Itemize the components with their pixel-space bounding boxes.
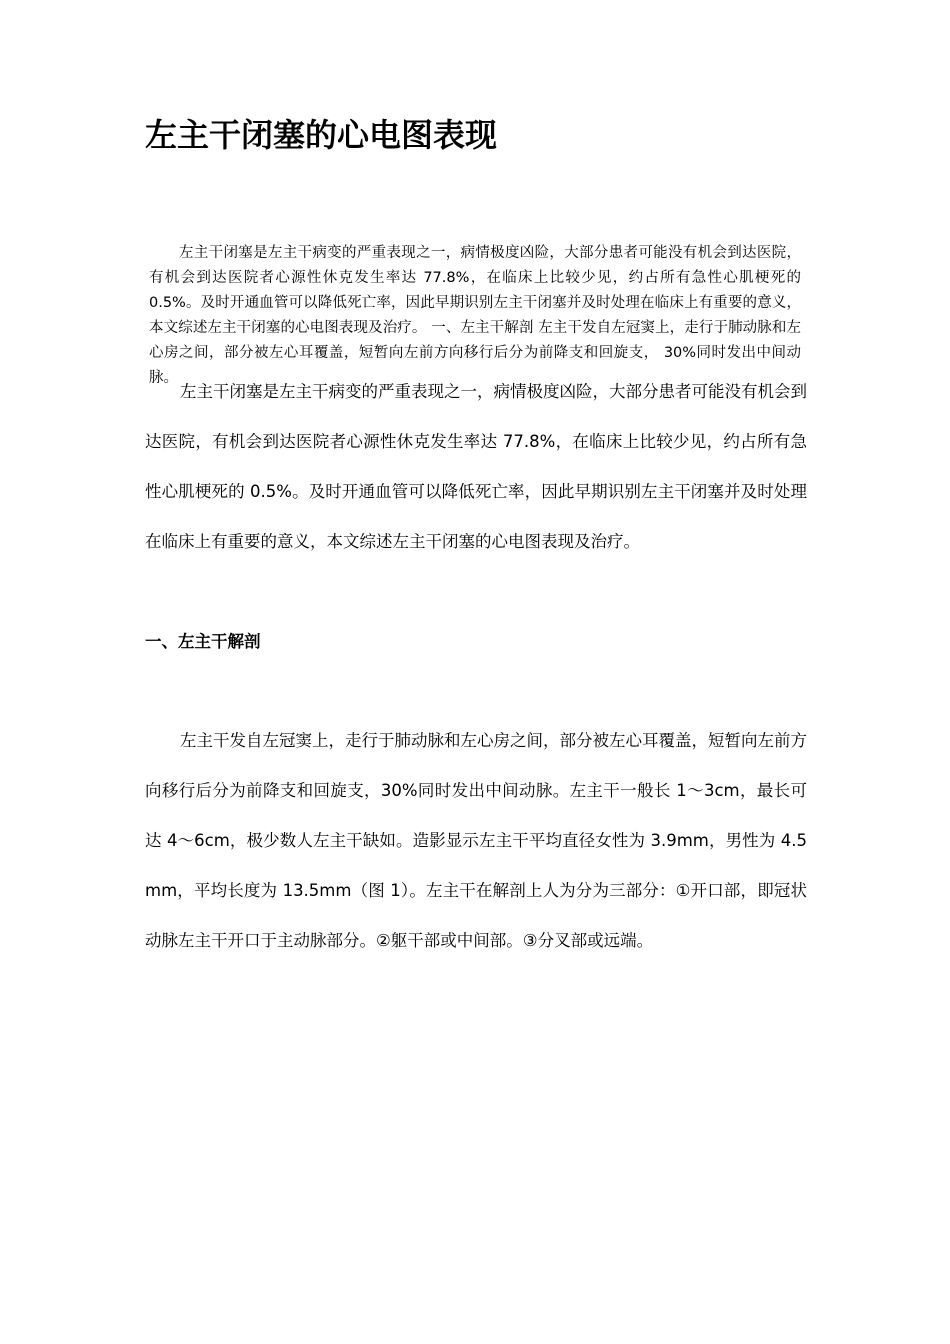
intro-paragraph: 左主干闭塞是左主干病变的严重表现之一，病情极度凶险，大部分患者可能没有机会到达医院，有机会到达医院者心源性休克发生率达 77.8%，在临床上比较少见，约占所有急性心肌梗死的 0.5%。及时开通血管可以降低死亡率，因此早期识别左主干闭塞并及时处理在临床上有重要的意义，本文综述左主干闭塞的心电图表现及治疗。 <box>145 382 807 551</box>
abstract-paragraph: 左主干闭塞是左主干病变的严重表现之一，病情极度凶险，大部分患者可能没有机会到达医院，有机会到达医院者心源性休克发生率达 77.8%，在临床上比较少见，约占所有急性心肌梗死的 0.5%。及时开通血管可以降低死亡率，因此早期识别左主干闭塞并及时处理在临床上有重要的意义，本文综述左主干闭塞的心电图表现及治疗。 一、左主干解剖 左主干发自左冠窦上，走行于肺动脉和左心房之间，部分被左心耳覆盖，短暂向左前方向移行后分为前降支和回旋支， 30%同时发出中间动脉。 <box>149 245 801 386</box>
section-heading-anatomy: 一、左主干解剖 <box>145 632 261 651</box>
anatomy-paragraph: 左主干发自左冠窦上，走行于肺动脉和左心房之间，部分被左心耳覆盖，短暂向左前方向移行后分为前降支和回旋支，30%同时发出中间动脉。左主干一般长 1～3cm，最长可达 4～6cm，极少数人左主干缺如。造影显示左主干平均直径女性为 3.9mm，男性为 4.5mm，平均长度为 13.5mm（图 1）。左主干在解剖上人为分为三部分：①开口部，即冠状动脉左主干开口于主动脉部分。②躯干部或中间部。③分叉部或远端。 <box>145 731 807 950</box>
document-title: 左主干闭塞的心电图表现 <box>145 116 498 154</box>
